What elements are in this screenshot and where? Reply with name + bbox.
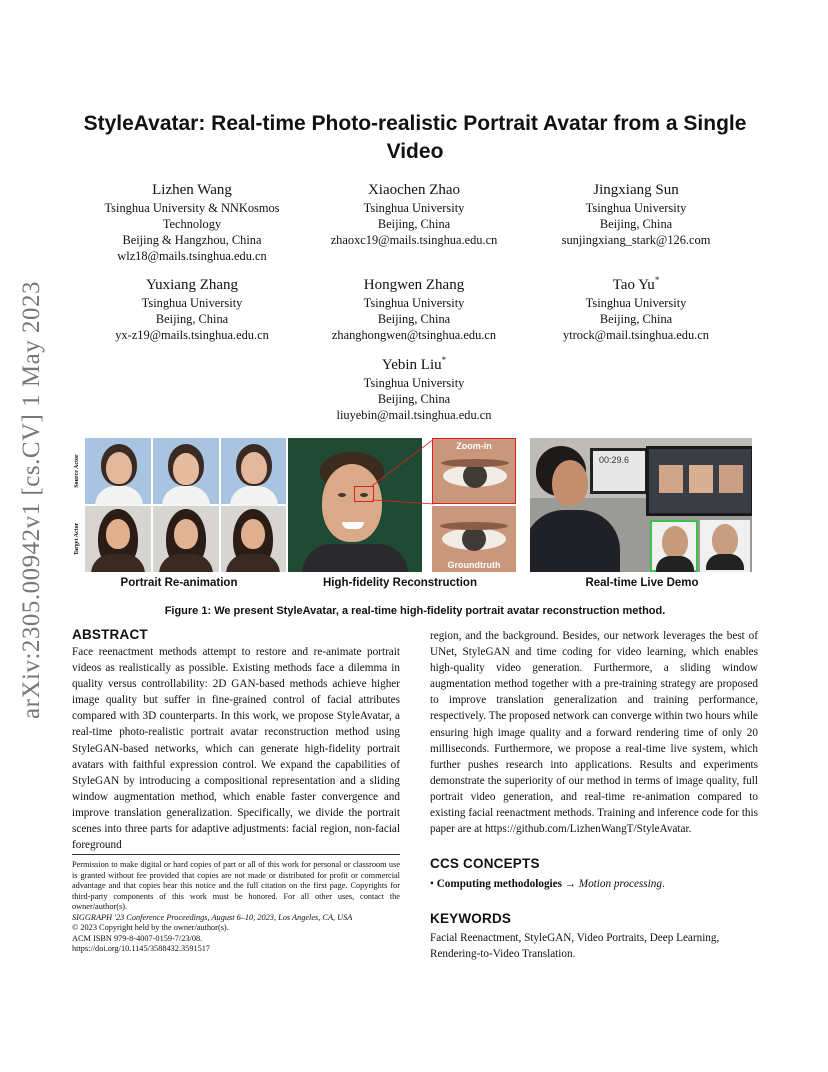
doi-link[interactable]: https://doi.org/10.1145/3588432.3591517	[72, 944, 211, 953]
source-actor-label: Source Actor	[74, 454, 80, 488]
author-email: zhaoxc19@mails.tsinghua.edu.cn	[330, 233, 498, 247]
author-affiliation: Tsinghua University	[585, 201, 687, 215]
source-frame-image	[85, 438, 151, 504]
author-name: Lizhen Wang	[152, 182, 232, 198]
abstract-text-left: Face reenactment methods attempt to restore and re-animate portrait videos as realistically as possible. Existing methods face a dilemma in quality versus controllability: 2D GAN-based methods achieve higher image quality but suffer in fine-grained control of facial attributes compared with 3D counterparts. In this work, we propose StyleAvatar, a real-time photo-realistic portrait avatar reconstruction method using StyleGAN-based networks, which can generate high-fidelity portrait avatars with faithful expression control. We expand the capabilities of StyleGAN by introducing a compositional representation and a sliding window augmentation method, which enable faster convergence and improve translation generalization. Specifically, we divide the portrait scenes into three parts for adaptive adjustments: facial region, non-facial foreground	[72, 646, 400, 852]
target-frame-image	[153, 506, 219, 572]
demo-monitor-left: 00:29.6	[590, 448, 648, 494]
author-email: ytrock@mail.tsinghua.edu.cn	[563, 328, 709, 342]
zoom-in-eye-image	[432, 438, 516, 504]
demo-inset-right	[700, 520, 750, 572]
demo-monitor-right	[646, 446, 752, 516]
author-affiliation: Tsinghua University	[363, 201, 465, 215]
author-email: zhanghongwen@tsinghua.edu.cn	[331, 328, 497, 342]
author-name: Tao Yu*	[612, 275, 660, 293]
ccs-item: • Computing methodologies → Motion processing.	[430, 878, 665, 890]
subcaption-reconstruction: High-fidelity Reconstruction	[323, 577, 477, 589]
author-name: Jingxiang Sun	[593, 182, 679, 198]
isbn-text: ACM ISBN 979-8-4007-0159-7/23/08.	[72, 933, 203, 943]
author-email: yx-z19@mails.tsinghua.edu.cn	[115, 328, 269, 342]
target-actor-label: Target Actor	[74, 522, 80, 556]
subcaption-live-demo: Real-time Live Demo	[585, 577, 699, 589]
author-name: Hongwen Zhang	[363, 277, 465, 293]
author-affiliation: Tsinghua University & NNKosmos	[104, 201, 280, 215]
ccs-subterm: Motion processing	[578, 878, 662, 890]
author-location: Beijing, China	[155, 312, 229, 326]
copyright-text: © 2023 Copyright held by the owner/author(s).	[72, 923, 229, 932]
reanimation-panel	[70, 438, 286, 572]
target-frame-image	[85, 506, 151, 572]
arxiv-stamp	[12, 281, 52, 719]
arxiv-id: arXiv:2305.00942v1 [cs.CV] 1 May 2023	[18, 281, 45, 719]
author-affiliation: Tsinghua University	[585, 296, 687, 310]
author-email: sunjingxiang_stark@126.com	[561, 233, 711, 247]
author-affiliation: Technology	[162, 217, 222, 231]
author-block	[82, 270, 302, 343]
paper-title: StyleAvatar: Real-time Photo-realistic Portrait Avatar from a Single Video	[83, 112, 747, 163]
author-email: wlz18@mails.tsinghua.edu.cn	[117, 249, 267, 263]
conference-info: SIGGRAPH '23 Conference Proceedings, August 6–10, 2023, Los Angeles, CA, USA	[72, 912, 353, 922]
author-name: Xiaochen Zhao	[367, 182, 461, 198]
groundtruth-label: Groundtruth	[447, 560, 501, 570]
author-location: Beijing, China	[599, 312, 673, 326]
source-frame-image	[221, 438, 286, 504]
abstract-text-right: region, and the background. Besides, our network leverages the best of UNet, StyleGAN and time coding for video learning, which enables high-quality video generation. Furthermore, a sliding window augmentation method together with a pre-training strategy are proposed to improve translation generalization and training performance, respectively. The proposed network can converge within two hours while ensuring high image quality and a forward rendering time of only 20 milliseconds. Furthermore, we propose a real-time live system, which further pushes research into applications. Results and experiments demonstrate the superiority of our method in terms of image quality, full portrait video generation, and real-time re-animation compared to existing facial reenactment methods. Training and inference code for this paper are at https://github.com/LizhenWangT/StyleAvatar.	[430, 630, 758, 836]
permission-footnote	[72, 860, 400, 955]
live-demo-image	[530, 438, 752, 572]
author-block	[304, 175, 524, 248]
keywords-heading: KEYWORDS	[430, 911, 512, 926]
demo-inset-left	[650, 520, 698, 572]
author-name: Yuxiang Zhang	[145, 277, 239, 293]
author-name: Yebin Liu*	[381, 355, 447, 373]
keywords-text: Facial Reenactment, StyleGAN, Video Portraits, Deep Learning, Rendering-to-Video Translation.	[430, 932, 720, 961]
author-location: Beijing, China	[377, 392, 451, 406]
zoom-in-label: Zoom-in	[456, 441, 492, 451]
figure-caption: Figure 1: We present StyleAvatar, a real-time high-fidelity portrait avatar reconstruction method.	[164, 605, 666, 617]
zoom-connector-lines	[288, 438, 434, 572]
ccs-heading: CCS CONCEPTS	[430, 856, 540, 871]
author-block	[82, 175, 302, 264]
author-block	[526, 270, 746, 343]
author-block	[526, 175, 746, 248]
author-location: Beijing, China	[377, 217, 451, 231]
groundtruth-eye-image	[432, 506, 516, 572]
author-email: liuyebin@mail.tsinghua.edu.cn	[336, 408, 492, 422]
source-frame-image	[153, 438, 219, 504]
author-block	[304, 270, 524, 343]
ccs-term: Computing methodologies	[436, 878, 562, 890]
subcaption-reanimation: Portrait Re-animation	[120, 577, 238, 589]
author-affiliation: Tsinghua University	[141, 296, 243, 310]
permission-text: Permission to make digital or hard copies of part or all of this work for personal or classroom use is granted without fee provided that copies are not made or distributed for profit or commercial advantage and that copies bear this notice and the full citation on the first page. Copyrights for third-party components of this work must be honored. For all other uses, contact the owner/author(s).	[72, 860, 400, 911]
abstract-heading: ABSTRACT	[72, 627, 148, 642]
author-location: Beijing, China	[599, 217, 673, 231]
author-location: Beijing, China	[377, 312, 451, 326]
author-block	[304, 350, 524, 423]
author-affiliation: Tsinghua University	[363, 296, 465, 310]
author-location: Beijing & Hangzhou, China	[122, 233, 262, 247]
author-affiliation: Tsinghua University	[363, 376, 465, 390]
target-frame-image	[221, 506, 286, 572]
footnote-rule	[72, 854, 400, 855]
